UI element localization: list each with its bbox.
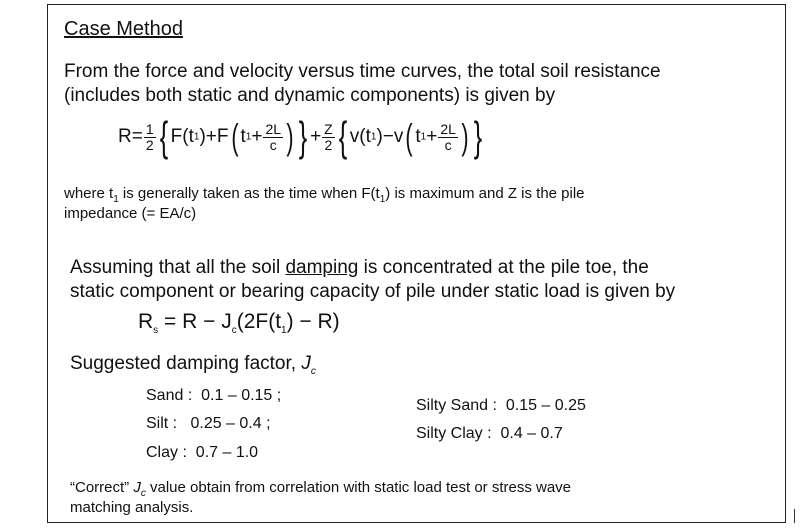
- assume-b: is concentrated at the pile toe, the: [358, 257, 649, 278]
- brace-open: {: [159, 113, 168, 160]
- brace-open-2: {: [338, 113, 347, 160]
- soil-range: 0.1 – 0.15 ;: [201, 387, 282, 404]
- soil-name: Clay :: [146, 444, 187, 461]
- eq-r-2l-b: 2L: [440, 120, 456, 137]
- eq-rs-lhs-sub: s: [153, 325, 159, 337]
- assume-a: Assuming that all the soil: [70, 257, 286, 278]
- damping-symbol: J: [301, 353, 311, 374]
- soil-range: 0.4 – 0.7: [500, 425, 563, 442]
- footer-b: value obtain from correlation with static load test or stress wave: [145, 479, 572, 496]
- eq-r-z: Z: [324, 120, 333, 137]
- eq-r-t1-b: t: [415, 126, 421, 147]
- equation-total-resistance: [118, 113, 485, 160]
- damping-symbol-sub: c: [310, 365, 316, 377]
- eq-r-lhs: R: [118, 126, 132, 147]
- where-line-2: impedance (= EA/c): [64, 205, 197, 222]
- eq-r-close: ): [199, 126, 206, 147]
- eq-r-plus-4: +: [426, 126, 438, 147]
- paren-open: (: [230, 116, 239, 157]
- damping-row: [416, 425, 563, 443]
- eq-rs-a: = R − J: [158, 310, 232, 333]
- brace-close-2: }: [473, 113, 483, 160]
- eq-r-2l-c: [263, 122, 283, 153]
- eq-r-c-b: c: [444, 136, 452, 153]
- eq-r-equals: =: [131, 126, 143, 147]
- brace-close: }: [298, 113, 308, 160]
- where-sub: 1: [113, 194, 119, 205]
- equation-static-resistance: [138, 310, 340, 336]
- soil-range: 0.25 – 0.4 ;: [190, 415, 271, 432]
- damping-row: [416, 397, 586, 415]
- where-b: is generally taken as the time when F(t: [118, 185, 380, 202]
- eq-r-2l-c-2: [438, 122, 458, 153]
- soil-range: 0.15 – 0.25: [505, 397, 586, 414]
- eq-r-plus-3: +: [310, 126, 322, 147]
- eq-r-z-over-2: [322, 122, 335, 153]
- footer-symbol: J: [133, 479, 141, 496]
- eq-r-minus: −: [382, 126, 394, 147]
- soil-name: Silty Sand :: [416, 397, 497, 414]
- eq-r-t1b-sub: 1: [420, 131, 427, 143]
- eq-r-half-num: 1: [145, 120, 154, 137]
- eq-r-half-den: 2: [145, 136, 154, 153]
- where-c: ) is maximum and Z is the pile: [385, 185, 585, 202]
- eq-r-t1: t: [240, 126, 246, 147]
- intro-line-2: (includes both static and dynamic components) is given by: [64, 85, 556, 106]
- eq-r-c: c: [269, 136, 277, 153]
- eq-rs-b: (2F(t: [236, 310, 282, 333]
- eq-r-v-close: ): [376, 126, 383, 147]
- footer-line-2: matching analysis.: [70, 499, 194, 516]
- eq-r-v2: v: [393, 126, 404, 147]
- damping-heading: [70, 352, 316, 384]
- paren-open-2: (: [405, 116, 413, 157]
- soil-name: Silty Clay :: [416, 425, 492, 442]
- damping-link[interactable]: damping: [285, 257, 359, 278]
- soil-name: Silt :: [146, 415, 178, 432]
- eq-r-v: v(t: [349, 126, 371, 147]
- eq-r-2l: 2L: [265, 120, 282, 137]
- eq-r-plus-2: +: [251, 126, 263, 147]
- damping-row: [146, 415, 271, 433]
- damping-row: [146, 387, 281, 405]
- eq-r-half: [144, 122, 156, 153]
- eq-rs-c: ) − R): [286, 310, 340, 333]
- eq-rs-sub-2: 1: [281, 325, 287, 337]
- page-title: Case Method: [64, 18, 183, 40]
- assume-line-1: [70, 256, 649, 280]
- paren-close: ): [286, 116, 294, 157]
- soil-range: 0.7 – 1.0: [195, 444, 259, 461]
- intro-line-1: From the force and velocity versus time curves, the total soil resistance: [64, 61, 661, 82]
- footer-a: “Correct”: [70, 479, 134, 496]
- assume-line-2: static component or bearing capacity of pile under static load is given by: [70, 281, 676, 302]
- eq-r-F2: F: [216, 126, 229, 147]
- eq-r-z-den: 2: [324, 136, 333, 153]
- paren-close-2: ): [461, 116, 469, 157]
- eq-r-t1-sub: 1: [245, 131, 252, 143]
- where-a: where t: [64, 185, 114, 202]
- footer-symbol-sub: c: [140, 488, 146, 499]
- eq-r-sub: 1: [193, 131, 200, 143]
- eq-r-v-sub: 1: [370, 131, 377, 143]
- where-sub-2: 1: [379, 194, 386, 205]
- eq-rs-lhs: R: [138, 310, 154, 333]
- damping-heading-text: Suggested damping factor,: [70, 353, 302, 374]
- soil-name: Sand :: [146, 387, 193, 404]
- eq-r-F: F(t: [170, 126, 194, 147]
- scroll-edge: [794, 509, 795, 523]
- damping-row: [146, 444, 258, 462]
- eq-r-plus: +: [205, 126, 217, 147]
- eq-rs-sub: c: [231, 325, 237, 337]
